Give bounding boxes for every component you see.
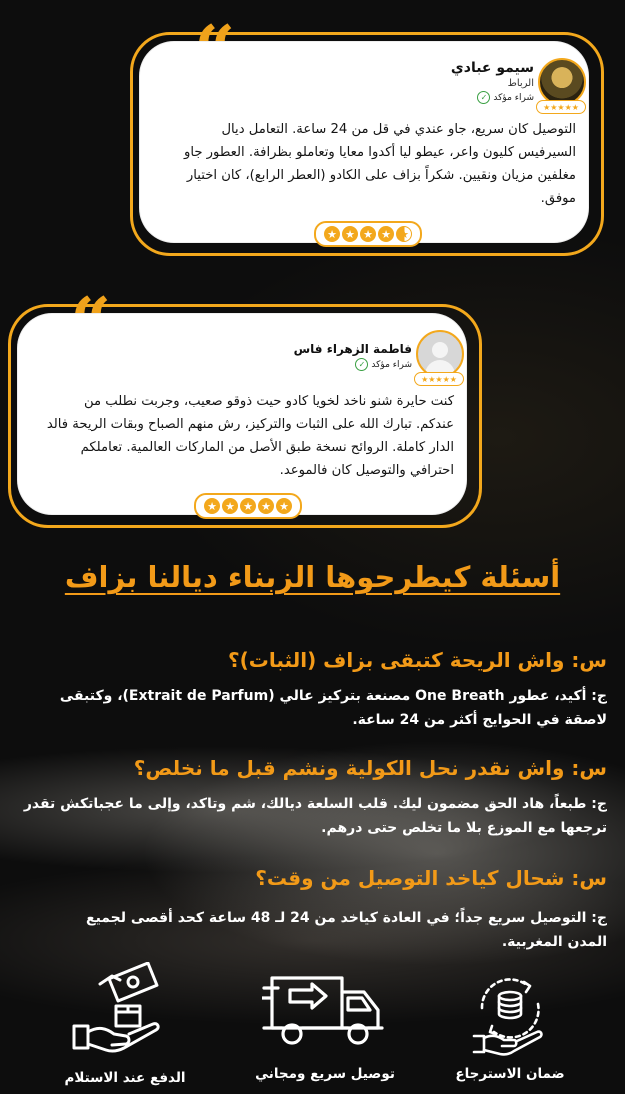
check-icon: ✓ <box>477 91 490 104</box>
avatar <box>416 330 464 378</box>
verified-purchase <box>334 91 534 104</box>
delivery-truck-icon <box>262 968 388 1054</box>
review-text: كنت حايرة شنو ناخد لخويا كادو حيت ذوقو صعيب، وجربت نطلب من عندكم. تبارك الله على الثبات والتركيز، رش منهم الصباح وبقات الريحة فالد الدار كاملة. الروائح نسخة طبق الأصل من الماركات العالمية. تعاملكم احترافي والتوصيل كان فالموعد. <box>46 394 454 478</box>
reviewer-name: سيمو عبادي <box>450 60 534 76</box>
check-icon: ✓ <box>355 358 368 371</box>
review-card-2 <box>8 292 488 532</box>
star-icon: ★ <box>342 226 358 242</box>
verified-label: شراء مؤكد <box>493 92 534 103</box>
verified-purchase <box>212 358 412 371</box>
money-back-guarantee-icon <box>462 968 558 1064</box>
reviewer-city: الرباط <box>507 78 534 89</box>
feature-label: توصيل سريع ومجاني <box>255 1066 395 1082</box>
faq-title: أسئلة كيطرحوها الزبناء ديالنا بزاف <box>64 560 561 594</box>
review-author <box>334 60 534 104</box>
review-card-1 <box>130 20 610 260</box>
feature-label: ضمان الاسترجاع <box>455 1066 565 1082</box>
star-icon: ★ <box>240 498 256 514</box>
feature-money-back <box>440 968 580 1082</box>
feature-cash-on-delivery <box>50 962 200 1086</box>
faq-answer: ج: التوصيل سريع جداً؛ في العادة كياخد من 24 لـ 48 ساعة كحد أقصى لجميع المدن المغربية. <box>86 910 607 950</box>
cash-on-delivery-icon <box>70 962 180 1066</box>
faq-question: س: واش نقدر نحل الكولية ونشم قبل ما نخلص؟ <box>133 756 607 780</box>
feature-label: الدفع عند الاستلام <box>64 1070 186 1086</box>
star-icon: ★ <box>276 498 292 514</box>
mini-rating-badge: ★★★★★ <box>536 100 586 114</box>
verified-label: شراء مؤكد <box>371 359 412 370</box>
star-icon: ★ <box>258 498 274 514</box>
star-icon: ★ <box>222 498 238 514</box>
faq-answer: ج: أكيد، عطور One Breath مصنعة بتركيز عالي (Extrait de Parfum)، وكتبقى لاصقة في الحوايج أكثر من 24 ساعة. <box>59 688 607 728</box>
star-icon: ★ <box>204 498 220 514</box>
star-icon: ★ <box>360 226 376 242</box>
faq-question: س: واش الريحة كتبقى بزاف (الثبات)؟ <box>228 648 607 672</box>
star-icon: ★ <box>378 226 394 242</box>
star-icon: ★ <box>324 226 340 242</box>
rating-stars <box>194 493 302 519</box>
rating-stars <box>314 221 422 247</box>
faq-question: س: شحال كياخد التوصيل من وقت؟ <box>255 866 607 890</box>
avatar <box>538 58 586 106</box>
review-author <box>212 342 412 371</box>
half-star-icon: ★ <box>396 226 412 242</box>
reviewer-name: فاطمة الزهراء فاس <box>293 342 412 356</box>
faq-answer: ج: طبعاً، هاد الحق مضمون ليك. قلب السلعة ديالك، شم وتاكد، وإلى ما عجباتكش تقدر ترجعها مع الموزع بلا ما تخلص حتى درهم. <box>23 796 607 836</box>
feature-fast-delivery <box>250 968 400 1082</box>
review-text: التوصيل كان سريع، جاو عندي في قل من 24 ساعة. التعامل ديال السيرفيس كليون واعر، عيطو ليا أكدوا معايا وتعاملو بظرافة. العطور جاو مغلفين مزيان ونقيين. شكراً بزاف على الكادو (العطر الرابع)، كان اختيار موفق. <box>183 122 576 206</box>
mini-rating-badge: ★★★★★ <box>414 372 464 386</box>
